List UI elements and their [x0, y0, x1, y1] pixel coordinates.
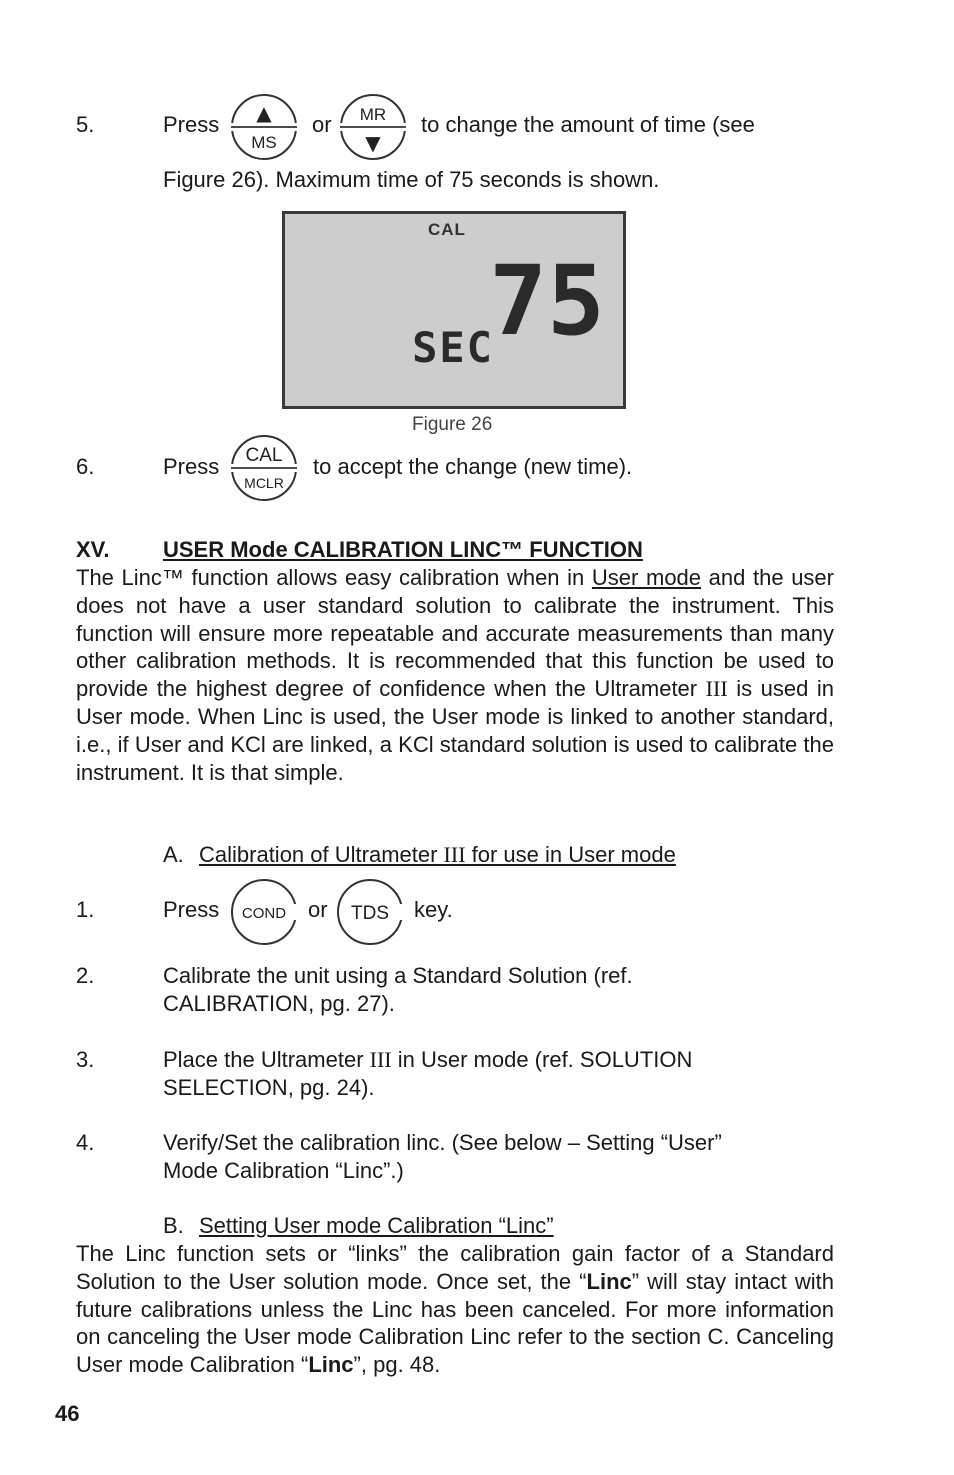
- user-mode-term: User mode: [591, 565, 702, 590]
- linc-term: Linc: [308, 1352, 354, 1378]
- step-text: to accept the change (new time).: [313, 454, 633, 479]
- step-text: Calibrate the unit using a Standard Solution (ref.: [163, 963, 633, 988]
- step-text-line2: SELECTION, pg. 24).: [163, 1075, 375, 1100]
- mr-key-label: MR: [359, 105, 387, 124]
- ms-up-key-icon: [229, 92, 299, 162]
- cond-key-label: COND: [241, 905, 287, 922]
- step-text: key.: [414, 897, 453, 922]
- lcd-cal-indicator: CAL: [428, 220, 466, 239]
- subsection-title: [199, 841, 676, 869]
- cond-key-icon: [229, 877, 299, 947]
- paragraph-text: The Linc function sets or “links” the calibration gain factor of a Standard Solution to the User solution mode. Once set, the “: [76, 1241, 834, 1294]
- lcd-digits: [285, 214, 623, 406]
- step-number: 6.: [76, 454, 95, 479]
- or-label: or: [308, 897, 328, 922]
- paragraph-text: ” will stay intact with future calibrations unless the Linc has been canceled. For more information on canceling the User mode Calibration Linc refer to the section C. Canceling User mode Calibration “: [76, 1268, 834, 1378]
- step-text-part: in User mode (ref. SOLUTION: [391, 1047, 693, 1072]
- ms-key-label: MS: [251, 133, 277, 152]
- step-number: 1.: [76, 897, 95, 922]
- tds-key-icon: [335, 877, 405, 947]
- cal-mclr-key-icon: [229, 433, 299, 503]
- ms-key-top-glyph: ▲: [256, 101, 272, 125]
- subsection-paragraph: [76, 1240, 834, 1379]
- mr-key-bottom-glyph: ▼: [365, 131, 381, 155]
- figure-caption: Figure 26: [412, 414, 493, 435]
- section-paragraph: [76, 564, 834, 786]
- step-text-line2: CALIBRATION, pg. 27).: [163, 991, 395, 1016]
- subsection-title-text: for use in User mode: [465, 842, 676, 867]
- lcd-value: 75: [489, 245, 605, 357]
- subsection-title-text: Calibration of Ultrameter: [199, 842, 444, 867]
- paragraph-text: The Linc™ function allows easy calibration when in: [76, 565, 592, 590]
- linc-term: Linc: [586, 1268, 632, 1294]
- step-press-label: Press: [163, 112, 220, 137]
- lcd-unit: SEC: [412, 323, 494, 372]
- mr-down-key-icon: [338, 92, 408, 162]
- lcd-display: [282, 211, 626, 409]
- or-label: or: [312, 112, 332, 137]
- step-text-part: Place the Ultrameter: [163, 1047, 370, 1072]
- subsection-letter: B.: [163, 1213, 184, 1238]
- section-number: XV.: [76, 537, 110, 562]
- step-text-line2: Figure 26). Maximum time of 75 seconds is shown.: [163, 167, 660, 192]
- tds-key-label: TDS: [351, 903, 389, 924]
- step-text-line2: Mode Calibration “Linc”.): [163, 1158, 404, 1183]
- section-title: USER Mode CALIBRATION LINC™ FUNCTION: [163, 537, 643, 562]
- step-press-label: Press: [163, 454, 220, 479]
- step-press-label: Press: [163, 897, 220, 922]
- paragraph-text: and the user does not have a user standard solution to calibrate the instrument. This function will ensure more repeatable and accurate measurements than many other calibration methods. It is recommended that this function be used to provide the highest degree of confidence when the Ultrameter: [76, 565, 834, 702]
- cal-key-label: CAL: [245, 445, 283, 466]
- subsection-letter: A.: [163, 842, 184, 867]
- roman-numeral: III: [705, 676, 728, 702]
- roman-numeral: III: [443, 842, 466, 867]
- mclr-key-label: MCLR: [244, 475, 284, 491]
- roman-numeral: III: [369, 1047, 392, 1072]
- step-number: 4.: [76, 1130, 95, 1155]
- step-number: 3.: [76, 1047, 95, 1072]
- page-number: 46: [55, 1401, 80, 1426]
- step-number: 2.: [76, 963, 95, 988]
- subsection-title: Setting User mode Calibration “Linc”: [199, 1213, 554, 1238]
- step-text: Verify/Set the calibration linc. (See below – Setting “User”: [163, 1130, 722, 1155]
- step-text: [163, 1046, 692, 1074]
- step-text: to change the amount of time (see: [421, 112, 755, 137]
- paragraph-text: is used in User mode. When Linc is used, the User mode is linked to another standard, i.e., if User and KCl are linked, a KCl standard solution is used to calibrate the instrument. It is that simple.: [76, 676, 834, 785]
- paragraph-text: ”, pg. 48.: [353, 1352, 441, 1378]
- step-number: 5.: [76, 112, 95, 137]
